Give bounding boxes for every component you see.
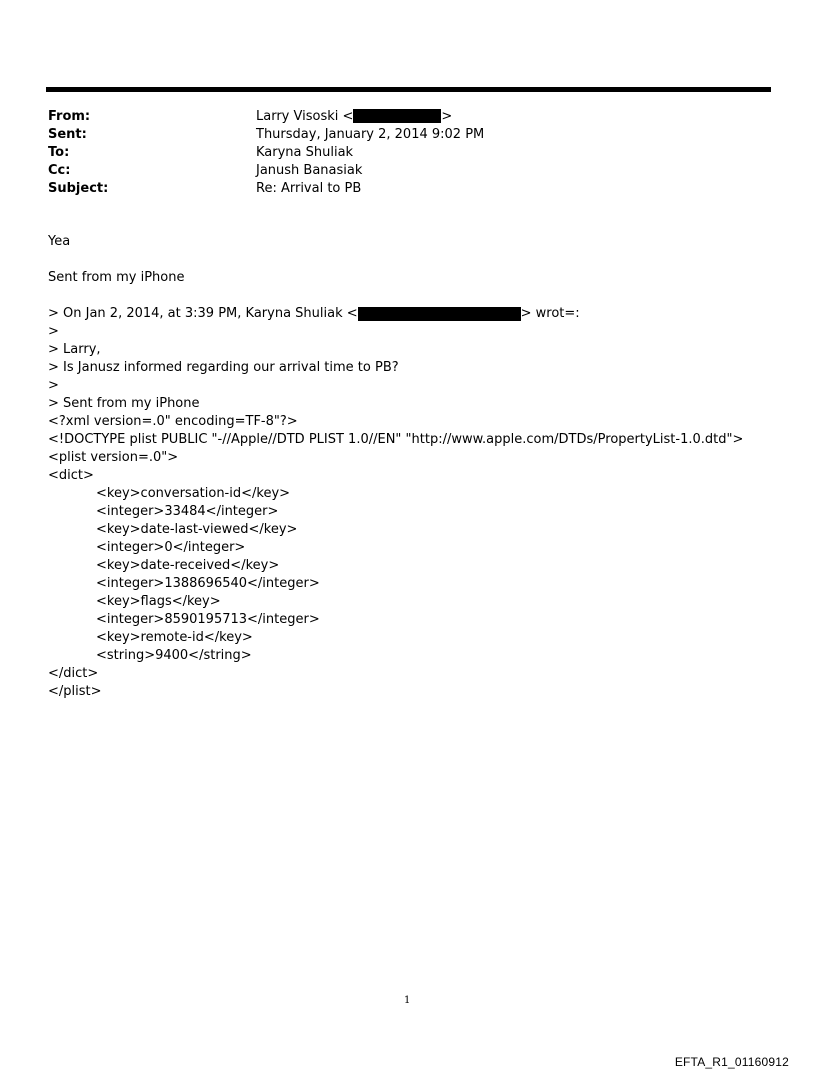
- plist-dict-line: <integer>8590195713</integer>: [96, 612, 320, 627]
- plist-line: <plist version=.0">: [48, 450, 179, 465]
- from-tail: >: [441, 108, 453, 124]
- email-header: [48, 107, 748, 197]
- quote-line: > Is Janusz informed regarding our arrival time to PB?: [48, 360, 399, 375]
- sent-row: [48, 125, 748, 143]
- plist-dict-line: <integer>1388696540</integer>: [96, 576, 320, 591]
- subject-label: Subject:: [48, 180, 109, 196]
- quote-line: > Sent from my iPhone: [48, 396, 200, 411]
- sent-value: Thursday, January 2, 2014 9:02 PM: [256, 126, 485, 142]
- quote-intro: [48, 305, 788, 323]
- plist-line: </plist>: [48, 684, 102, 699]
- quote-line: >: [48, 324, 59, 339]
- from-row: [48, 107, 748, 125]
- page-number: 1: [404, 995, 411, 1006]
- subject-value: Re: Arrival to PB: [256, 180, 362, 196]
- signature-text: Sent from my iPhone: [48, 270, 185, 285]
- plist-dict-line: <key>date-last-viewed</key>: [96, 522, 298, 537]
- plist-line: <dict>: [48, 468, 94, 483]
- from-value: [256, 109, 452, 124]
- plist-dict-line: <key>remote-id</key>: [96, 630, 253, 645]
- blank-line: [48, 251, 788, 269]
- sent-label: Sent:: [48, 126, 87, 142]
- reply-text: Yea: [48, 234, 71, 249]
- plist-dict-line: <key>conversation-id</key>: [96, 486, 291, 501]
- plist-dict-line: <string>9400</string>: [96, 648, 252, 663]
- quote-intro-before: > On Jan 2, 2014, at 3:39 PM, Karyna Shuliak <: [48, 306, 358, 321]
- from-label: From:: [48, 108, 91, 124]
- cc-label: Cc:: [48, 162, 71, 178]
- plist-dict-line: <key>date-received</key>: [96, 558, 280, 573]
- email-body: [48, 233, 788, 701]
- quote-line: >: [48, 378, 59, 393]
- bates-id: EFTA_R1_01160912: [674, 1055, 789, 1069]
- to-label: To:: [48, 144, 70, 160]
- cc-value: Janush Banasiak: [256, 162, 363, 178]
- plist-line: </dict>: [48, 666, 99, 681]
- quote-line: > Larry,: [48, 342, 101, 357]
- plist-line: <!DOCTYPE plist PUBLIC "-//Apple//DTD PLIST 1.0//EN" "http://www.apple.com/DTDs/PropertyList-1.0.dtd">: [48, 432, 744, 447]
- blank-line: [48, 287, 788, 305]
- redaction-box: [353, 109, 441, 123]
- to-row: [48, 143, 748, 161]
- plist-line: <?xml version=.0" encoding=TF-8"?>: [48, 414, 298, 429]
- redaction-box: [358, 307, 521, 321]
- quote-intro-after: > wrot=:: [520, 306, 580, 321]
- to-value: Karyna Shuliak: [256, 144, 354, 160]
- plist-dict-line: <key>flags</key>: [96, 594, 221, 609]
- plist-dict-line: <integer>0</integer>: [96, 540, 246, 555]
- cc-row: [48, 161, 748, 179]
- from-name: Larry Visoski <: [256, 108, 354, 124]
- header-rule: [46, 87, 771, 92]
- subject-row: [48, 179, 748, 197]
- plist-dict-line: <integer>33484</integer>: [96, 504, 279, 519]
